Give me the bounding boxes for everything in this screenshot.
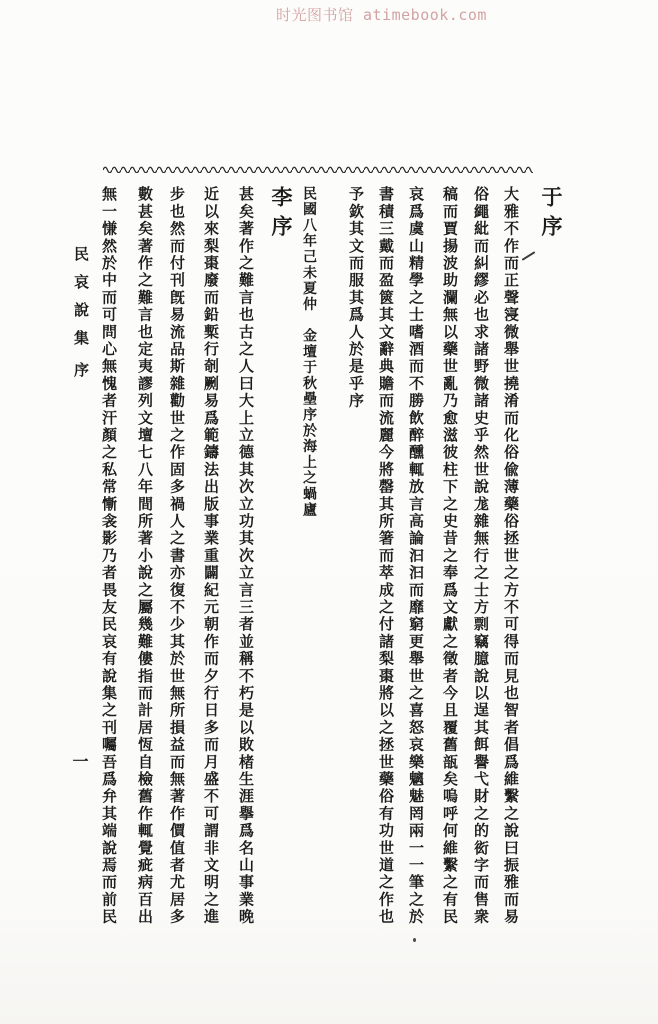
preface-yu-column-3: 稿而賈揚波助瀾無以藥世亂乃愈滋彼柱下之史昔之奉爲文獻之徵者今且覆舊瓿矣嗚呼何維繫之有民 — [441, 186, 457, 926]
preface-yu-title: 于序 — [539, 186, 563, 244]
preface-li-column-1: 甚矣著作之難言也古之人曰大上立德其次立功其次立言三者並稱不朽是以敗楮生涯擧爲名山事業晚 — [237, 186, 253, 926]
preface-li-column-2: 近以來梨棗廢而鉛槧行剞劂易爲範鑄法出版事業重闢紀元朝作而夕行日多而月盛不可謂非文明之進 — [202, 186, 218, 926]
preface-li-title: 李序 — [269, 186, 293, 244]
preface-li-column-4: 數甚矣著作之難言也定夷謬列文壇七八年間所著小說之屬幾難僂指而計居恆自檢舊作輒覺疵病百出 — [136, 186, 152, 926]
stray-ink-mark — [522, 251, 536, 261]
margin-section-label: 序 — [72, 362, 88, 377]
page-number: 一 — [70, 753, 87, 769]
preface-yu-column-2: 俗繩紕而糾繆必也求諸野微諸史乎然世說尨雜無行之士方剽竊臆說以逞其餌譽弋財之的衒字而售衆 — [472, 186, 488, 926]
wavy-separator-line — [103, 163, 533, 173]
preface-yu-column-1: 大雅不作而正聲寖微舉世撓淆而化俗偸薄藥俗拯世之方不可得而見也智者倡爲維繫之說曰振雅而易 — [502, 186, 518, 926]
watermark-text: 时光图书馆 atimebook.com — [276, 6, 487, 24]
margin-book-title: 民哀說集 — [72, 246, 88, 358]
preface-yu-column-6: 予欽其文而服其爲人於是乎序 — [347, 186, 363, 410]
preface-li-column-3: 步也然而付刊旣易流品斯雜勸世之作固多禍人之書亦復不少其於世無所損益而無著作價值者尤居多 — [168, 186, 184, 926]
preface-yu-column-5: 書積三戴而盈篋其文辭典贍而流麗今將罄其所箸而萃成之付諸梨棗將以之拯世藥俗有功世道之作也 — [377, 186, 393, 926]
stray-ink-dot — [413, 938, 416, 942]
preface-yu-column-4: 哀爲虞山精學之士嗜酒而不勝飲醉醺輒放言高論汩汩而靡窮更舉世之喜怒哀樂魑魅罔兩一一筆之於 — [407, 186, 423, 926]
preface-li-column-5: 無一慊然於中而可問心無愧者汗顏之私常慚衾影乃者畏友民哀有說集之刊囑吾爲弁其端說焉而前民 — [100, 186, 116, 926]
preface-yu-signature: 民國八年己未夏仲 金壇于秋壘序於海上之蝸廬 — [301, 186, 316, 518]
